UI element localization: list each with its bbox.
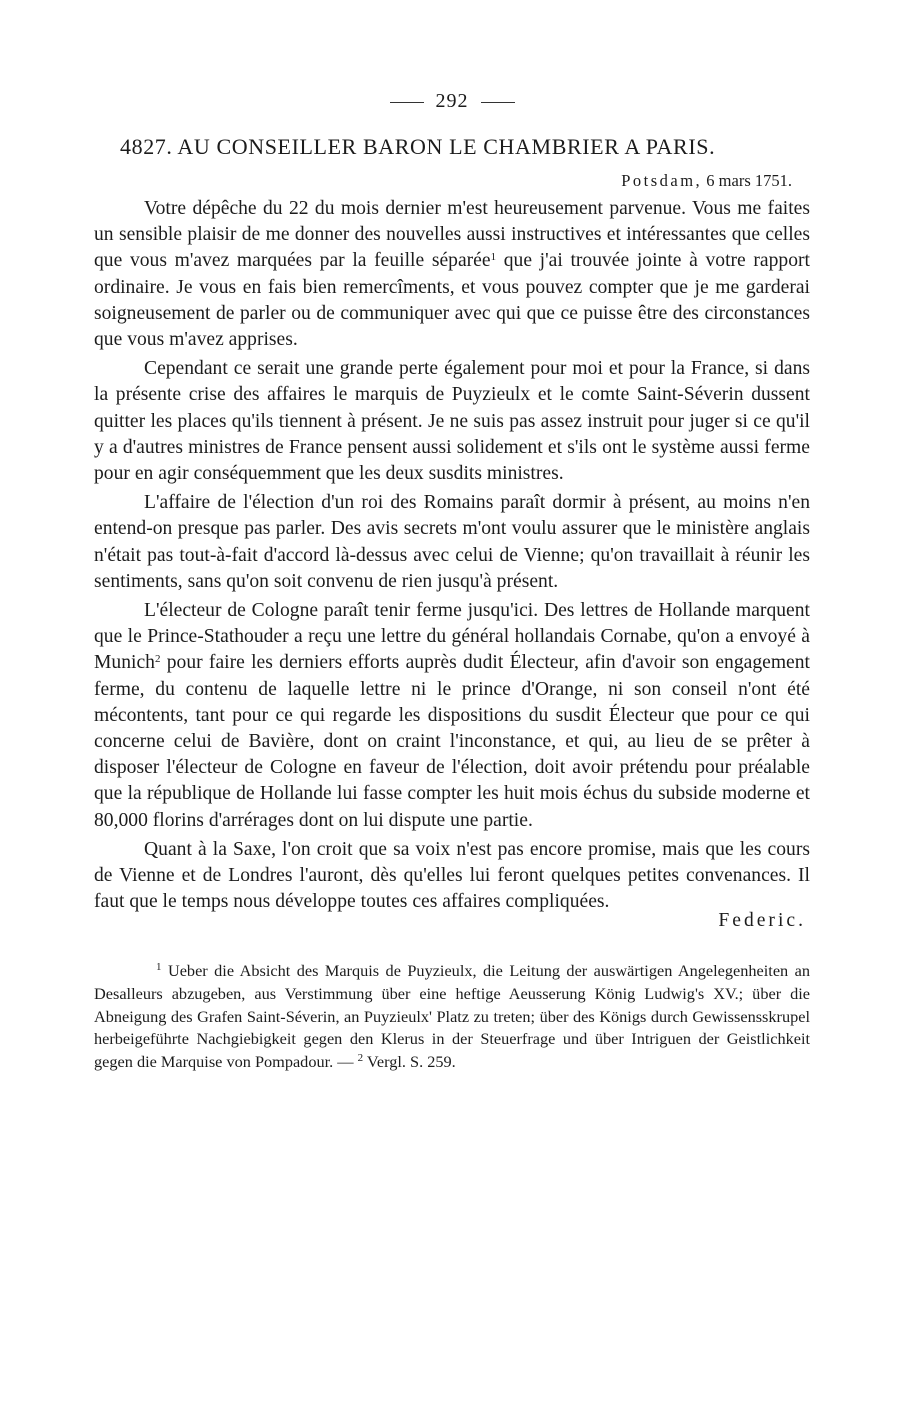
paragraph-1 bbox=[94, 196, 810, 353]
dateline-place: Potsdam, bbox=[621, 171, 703, 190]
paragraph-4 bbox=[94, 598, 810, 834]
paragraph-2: Cependant ce serait une grande perte également pour moi et pour la France, si dans la présente crise des affaires le marquis de Puyzieulx et le comte Saint-Séverin dussent quitter les places qu'ils tiennent à présent. Je ne suis pas assez instruit pour juger si ce qu'il y a d'autres ministres de France pensent aussi solidement et s'ils ont le système aussi ferme pour en agir conséquemment que les deux susdits ministres. bbox=[94, 358, 810, 485]
dateline bbox=[94, 168, 810, 194]
page-number-right-dash bbox=[481, 102, 515, 103]
letter-body bbox=[94, 196, 810, 915]
paragraph-4-text-a: L'électeur de Cologne paraît tenir ferme jusqu'ici. Des lettres de Hollande marquent que le Prince-Stathouder a reçu une lettre du général hollandais Cornabe, qu'on a envoyé à Munich bbox=[94, 600, 810, 674]
letter-heading: 4827. AU CONSEILLER BARON LE CHAMBRIER A PARIS. bbox=[120, 134, 716, 159]
page-number-left-dash bbox=[390, 102, 424, 103]
footnote-1 bbox=[94, 960, 810, 1073]
footnote-marker-2: 2 bbox=[357, 1051, 364, 1064]
footnotes bbox=[94, 960, 810, 1073]
paragraph-1-text-a: Votre dépêche du 22 du mois dernier m'est heureusement parvenue. Vous me faites un sensible plaisir de me donner des nouvelles aussi instructives et intéressantes que celles que vous m'avez marquées par la feuille séparée bbox=[94, 198, 810, 272]
footnote-1-text: Ueber die Absicht des Marquis de Puyzieulx, die Leitung der auswärtigen Angelegenheiten an Desalleurs abzugeben, aus Verstimmung über eine heftige Aeusserung König Ludwig's XV.; über die Abneigung des Grafen Saint-Séverin, an Puyzieulx' Platz zu treten; über des Königs durch Gewissensskrupel herbeigeführte Nachgiebigkeit gegen den Klerus in der Steuerfrage und über Intriguen der Geistlichkeit gegen die Marquise von Pompadour. — bbox=[94, 961, 810, 1071]
paragraph-5: Quant à la Saxe, l'on croit que sa voix n'est pas encore promise, mais que les cours de Vienne et de Londres l'auront, dès qu'elles lui feront quelques petites convenances. Il faut que le temps nous développe toutes ces affaires compliquées. bbox=[94, 838, 810, 913]
paragraph-3: L'affaire de l'élection d'un roi des Romains paraît dormir à présent, au moins n'en entend-on presque pas parler. Des avis secrets m'ont voulu assurer que le ministère anglais n'était pas tout-à-fait d'accord là-dessus avec celui de Vienne; qu'on travaillait à réunir les sentiments, sans qu'on soit convenu de rien jusqu'à présent. bbox=[94, 492, 810, 592]
footnote-marker-1: 1 bbox=[156, 961, 162, 974]
document-page bbox=[94, 86, 810, 1073]
signature: Federic. bbox=[718, 910, 806, 932]
footnote-ref-2: 2 bbox=[154, 653, 161, 666]
dateline-date: 6 mars 1751. bbox=[706, 171, 792, 190]
paragraph-1-text-b: que j'ai trouvée jointe à votre rapport ordinaire. Je vous en fais bien remercîments, et vous pouvez compter que je me garderai soigneusement de parler ou de communiquer avec qui que ce puisse être des circonstances que vous m'avez apprises. bbox=[94, 250, 810, 351]
page-number bbox=[94, 86, 810, 116]
footnote-2-text: Vergl. S. 259. bbox=[363, 1051, 456, 1071]
footnote-ref-1: 1 bbox=[490, 251, 497, 264]
page-number-text: 292 bbox=[435, 90, 469, 112]
paragraph-4-text-b: pour faire les derniers efforts auprès dudit Électeur, afin d'avoir son engagement ferme, du contenu de laquelle lettre ni le prince d'Orange, ni son conseil n'ont été mécontents, tant pour ce qui regarde les dispositions du susdit Électeur que pour ce qui concerne celui de Bavière, dont on craint l'inconstance, et qui, au lieu de se prêter à disposer l'électeur de Cologne en faveur de l'élection, doit avoir prétendu pour préalable que la république de Hollande lui fasse compter les huit mois échus du subside moderne et 80,000 florins d'arrérages dont on lui dispute une partie. bbox=[94, 652, 810, 831]
